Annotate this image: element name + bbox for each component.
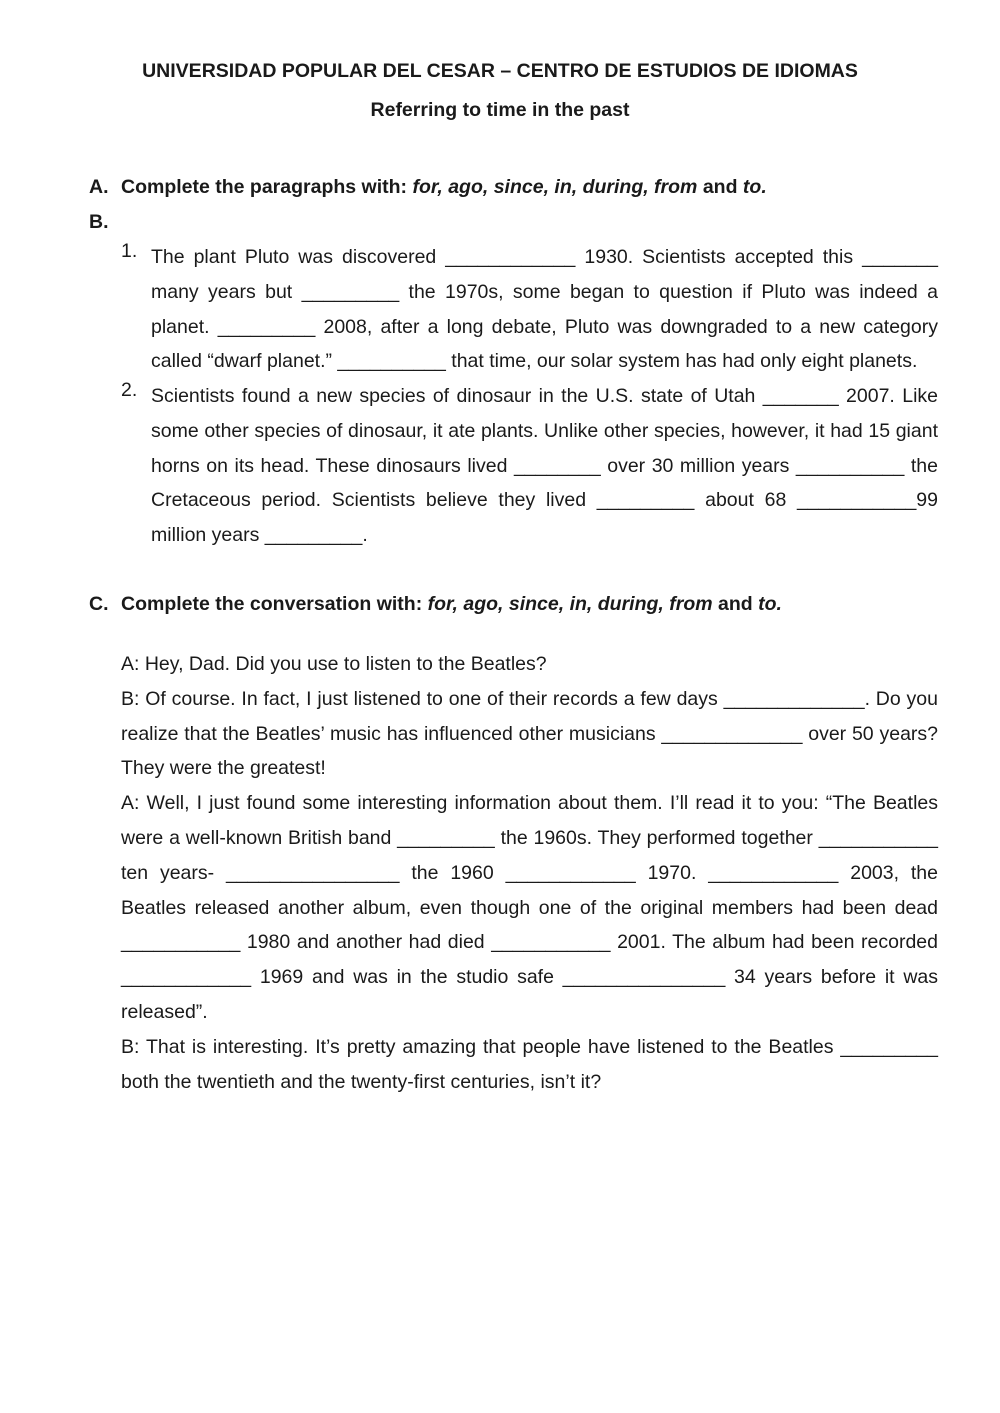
section-b-label-text: B. <box>89 211 109 233</box>
conversation-line: B: Of course. In fact, I just listened to one of their records a few days _____________. Do you realize that the Beatles’ music has influenced other musicians _____________ over 50 years? They were the greatest! <box>121 687 938 780</box>
exercise-item-2 <box>121 379 938 553</box>
exercise-number: 2. <box>121 379 138 401</box>
conversation <box>121 647 938 1099</box>
section-a-instruction <box>89 176 767 199</box>
section-b-label <box>89 211 121 234</box>
conversation-line: B: That is interesting. It’s pretty amazing that people have listened to the Beatles _________ both the twentieth and the twenty-first centuries, isn’t it? <box>121 1035 938 1093</box>
section-c-word-list: for, ago, since, in, during, from <box>427 593 713 615</box>
section-a-last-word: to. <box>742 176 767 198</box>
section-a-word-list: for, ago, since, in, during, from <box>412 176 698 198</box>
exercise-number: 1. <box>121 240 138 262</box>
conversation-line: A: Well, I just found some interesting information about them. I’ll read it to you: “The Beatles were a well-known British band _________ the 1960s. They performed together ___________ ten years- ________________ the 1960 ____________ 1970. ____________ 2003, the Beatles released another album, even though one of the original members had been dead ___________ 1980 and another had died ___________ 2001. The album had been recorded ____________ 1969 and was in the studio safe _______________ 34 years before it was released”. <box>121 792 938 1023</box>
section-c-last-word: to. <box>758 593 782 615</box>
institution-title: UNIVERSIDAD POPULAR DEL CESAR – CENTRO DE ESTUDIOS DE IDIOMAS <box>142 60 858 82</box>
section-a-and: and <box>697 176 743 198</box>
exercise-item-1 <box>121 240 938 379</box>
section-c-and: and <box>712 593 759 615</box>
conversation-line: A: Hey, Dad. Did you use to listen to the Beatles? <box>121 653 547 675</box>
exercise-paragraph: Scientists found a new species of dinosaur in the U.S. state of Utah _______ 2007. Like some other species of dinosaur, it ate plants. Unlike other species, however, it had 15 giant horns on its head. These dinosaurs lived ________ over 30 million years __________ the Cretaceous period. Scientists believe they lived _________ about 68 ___________99 million years _________. <box>151 385 938 547</box>
topic-title: Referring to time in the past <box>370 99 630 121</box>
exercise-paragraph: The plant Pluto was discovered ____________ 1930. Scientists accepted this _______ many years but _________ the 1970s, some began to question if Pluto was indeed a planet. _________ 2008, after a long debate, Pluto was downgraded to a new category called “dwarf planet.” __________ that time, our solar system has had only eight planets. <box>151 246 938 373</box>
section-c-instruction-text: Complete the conversation with: <box>121 593 428 615</box>
section-a-instruction-text: Complete the paragraphs with: <box>121 176 413 198</box>
section-c-instruction <box>89 593 782 616</box>
section-c-label: C. <box>89 593 109 615</box>
section-a-label: A. <box>89 176 109 198</box>
